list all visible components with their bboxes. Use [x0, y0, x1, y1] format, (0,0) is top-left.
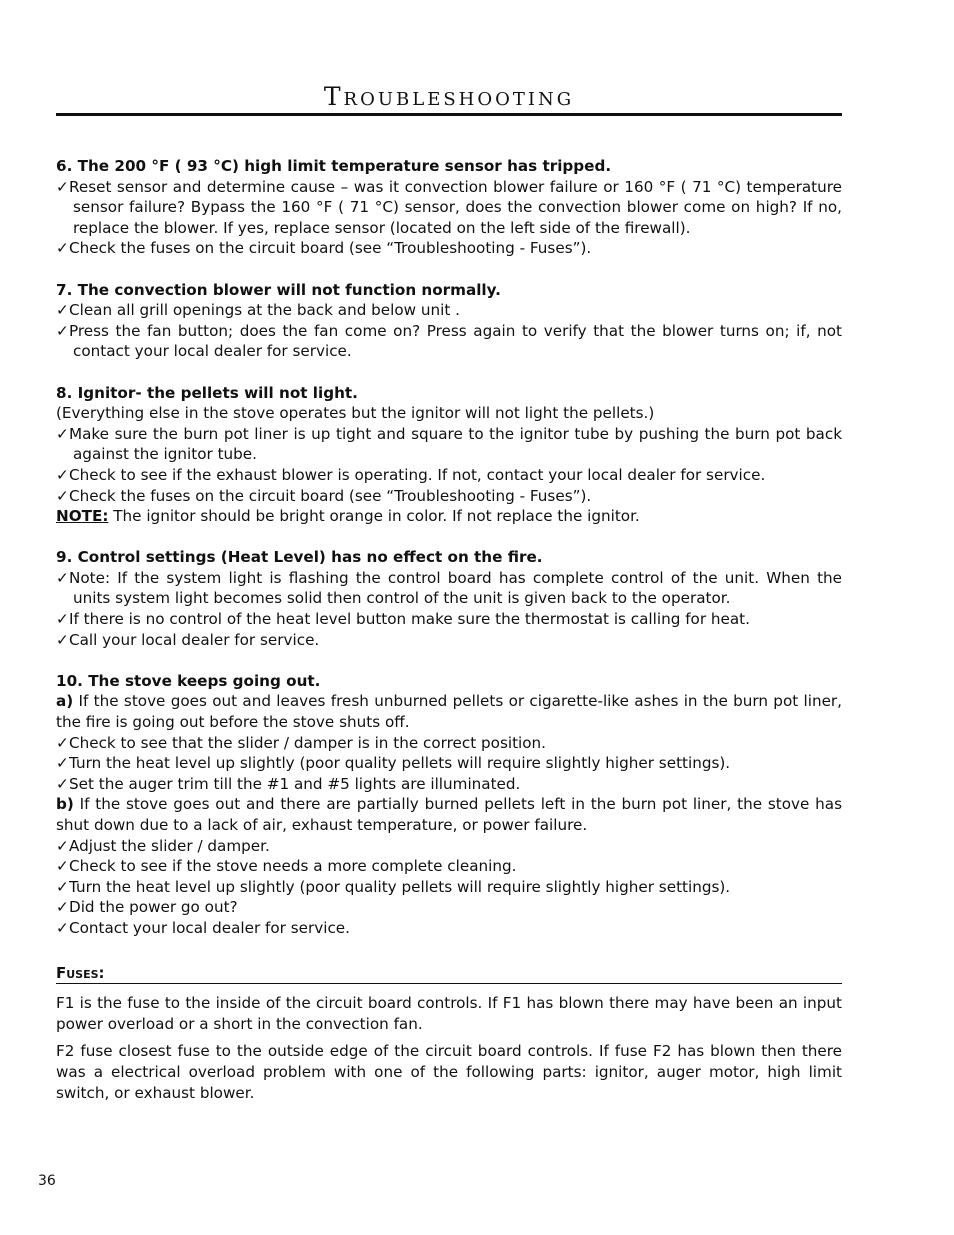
checklist-item-text: Clean all grill openings at the back and below unit .	[69, 301, 460, 320]
troubleshooting-section	[56, 383, 842, 527]
checklist-item	[56, 753, 842, 774]
section-heading: 6. The 200 °F ( 93 °C) high limit temperature sensor has tripped.	[56, 157, 612, 175]
checklist-item	[56, 918, 842, 939]
checkmark-icon: ✓	[56, 568, 69, 587]
checklist-item	[56, 897, 842, 918]
checkmark-icon: ✓	[56, 321, 69, 340]
paragraph-text: If the stove goes out and leaves fresh unburned pellets or cigarette-like ashes in the burn pot liner, the fire is going out before the stove shuts off.	[56, 692, 842, 732]
checklist-item	[56, 238, 842, 259]
checklist-item	[56, 321, 842, 362]
checklist-item-text: Check to see if the stove needs a more complete cleaning.	[69, 857, 517, 876]
fuses-section	[56, 963, 842, 1104]
checkmark-icon: ✓	[56, 239, 69, 258]
sections-container	[56, 156, 842, 939]
checkmark-icon: ✓	[56, 898, 69, 917]
checklist-item	[56, 465, 842, 486]
paragraph-letter: b)	[56, 795, 74, 814]
checklist-item	[56, 177, 842, 239]
plain-line: (Everything else in the stove operates but the ignitor will not light the pellets.)	[56, 404, 655, 423]
troubleshooting-section	[56, 280, 842, 362]
fuses-rule	[56, 983, 842, 984]
troubleshooting-section	[56, 547, 842, 650]
checklist-item	[56, 836, 842, 857]
checkmark-icon: ✓	[56, 630, 69, 649]
checkmark-icon: ✓	[56, 918, 69, 937]
checklist-item	[56, 486, 842, 507]
checkmark-icon: ✓	[56, 836, 69, 855]
checklist-item-text: Did the power go out?	[69, 898, 238, 917]
checklist-item	[56, 609, 842, 630]
fuses-paragraph-f2: F2 fuse closest fuse to the outside edge of the circuit board controls. If fuse F2 has blown then there was a electrical overload problem with one of the following parts: ignitor, auger motor, high limit switch, or exhaust blower.	[56, 1042, 842, 1102]
checklist-item	[56, 877, 842, 898]
checklist-item-text: If there is no control of the heat level button make sure the thermostat is calling for heat.	[69, 610, 750, 629]
checklist-item-text: Turn the heat level up slightly (poor quality pellets will require slightly higher settings).	[69, 877, 731, 896]
checkmark-icon: ✓	[56, 774, 69, 793]
checklist-item-text: Check the fuses on the circuit board (see “Troubleshooting - Fuses”).	[69, 239, 592, 258]
fuses-paragraph-f1: F1 is the fuse to the inside of the circuit board controls. If F1 has blown there may have been an input power overload or a short in the convection fan.	[56, 994, 842, 1033]
checklist-item-text: Check to see that the slider / damper is in the correct position.	[69, 733, 546, 752]
paragraph-text: If the stove goes out and there are partially burned pellets left in the burn pot liner, the stove has shut down due to a lack of air, exhaust temperature, or power failure.	[56, 795, 842, 834]
lettered-paragraph	[56, 691, 842, 732]
section-heading: 10. The stove keeps going out.	[56, 671, 321, 690]
title-rule	[56, 113, 842, 116]
checklist-item-text: Reset sensor and determine cause – was it convection blower failure or 160 °F ( 71 °C) temperature sensor failure? Bypass the 160 °F ( 71 °C) sensor, does the convection blower come on high? If no, replace the blower. If yes, replace sensor (located on the left side of the firewall).	[69, 177, 842, 237]
checklist-item-text: Note: If the system light is flashing the control board has complete control of the unit. When the units system light becomes solid then control of the unit is given back to the operator.	[69, 568, 842, 608]
checkmark-icon: ✓	[56, 733, 69, 752]
checkmark-icon: ✓	[56, 301, 69, 320]
checklist-item-text: Check to see if the exhaust blower is operating. If not, contact your local dealer for service.	[69, 465, 766, 484]
checkmark-icon: ✓	[56, 465, 69, 484]
checkmark-icon: ✓	[56, 424, 69, 443]
troubleshooting-content	[56, 156, 842, 1110]
checkmark-icon: ✓	[56, 857, 69, 876]
page-number: 36	[38, 1173, 56, 1189]
section-heading: 7. The convection blower will not function normally.	[56, 280, 501, 299]
checklist-item-text: Contact your local dealer for service.	[69, 918, 350, 937]
checklist-item	[56, 856, 842, 877]
checklist-item	[56, 568, 842, 609]
lettered-paragraph	[56, 794, 842, 835]
troubleshooting-section	[56, 156, 842, 259]
checklist-item-text: Call your local dealer for service.	[69, 630, 320, 649]
checkmark-icon: ✓	[56, 754, 69, 773]
checklist-item-text: Check the fuses on the circuit board (see “Troubleshooting - Fuses”).	[69, 486, 592, 505]
checklist-item-text: Press the fan button; does the fan come on? Press again to verify that the blower turns on; if, not contact your local dealer for service.	[69, 321, 842, 361]
checklist-item	[56, 774, 842, 795]
checklist-item-text: Turn the heat level up slightly (poor quality pellets will require slightly higher settings).	[69, 754, 731, 773]
checkmark-icon: ✓	[56, 486, 69, 505]
checklist-item-text: Adjust the slider / damper.	[69, 836, 270, 855]
checklist-item-text: Set the auger trim till the #1 and #5 lights are illuminated.	[69, 774, 521, 793]
page-title: Troubleshooting	[323, 82, 575, 111]
checklist-item	[56, 630, 842, 651]
checklist-item-text: Make sure the burn pot liner is up tight and square to the ignitor tube by pushing the burn pot back against the ignitor tube.	[69, 424, 842, 464]
checkmark-icon: ✓	[56, 877, 69, 896]
section-heading: 9. Control settings (Heat Level) has no effect on the fire.	[56, 548, 543, 567]
checklist-item	[56, 300, 842, 321]
note	[56, 506, 842, 527]
checkmark-icon: ✓	[56, 177, 69, 196]
note-text: The ignitor should be bright orange in color. If not replace the ignitor.	[108, 507, 640, 526]
checklist-item	[56, 733, 842, 754]
paragraph-letter: a)	[56, 692, 74, 711]
fuses-heading: Fuses:	[56, 963, 105, 982]
checkmark-icon: ✓	[56, 610, 69, 629]
checklist-item	[56, 424, 842, 465]
section-heading: 8. Ignitor- the pellets will not light.	[56, 383, 358, 402]
note-label: NOTE:	[56, 507, 109, 526]
troubleshooting-section	[56, 671, 842, 939]
